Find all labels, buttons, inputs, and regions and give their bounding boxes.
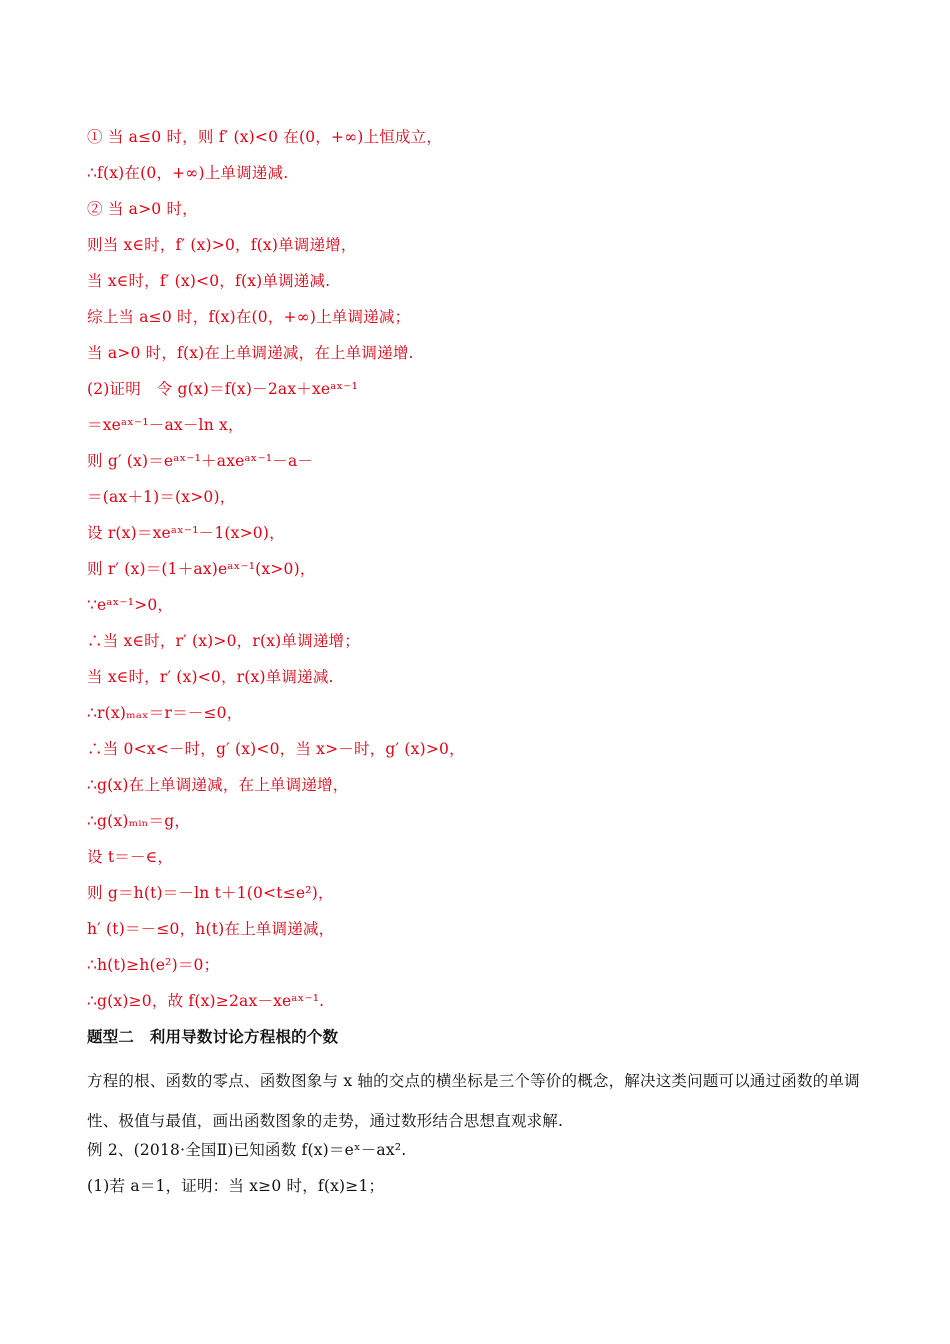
solution-line-3: ② 当 a>0 时， (87, 200, 198, 218)
solution-line-9: ＝xeᵃˣ⁻¹－ax－ln x， (87, 416, 244, 434)
solution-line-1: ① 当 a≤0 时，则 f′ (x)<0 在(0，+∞)上恒成立， (87, 128, 443, 146)
solution-line-14: ∵eᵃˣ⁻¹>0， (87, 596, 174, 614)
solution-line-24: ∴h(t)≥h(e²)＝0； (87, 956, 220, 974)
solution-line-13: 则 r′ (x)＝(1＋ax)eᵃˣ⁻¹(x>0)， (87, 560, 316, 578)
solution-line-12: 设 r(x)＝xeᵃˣ⁻¹－1(x>0)， (87, 524, 285, 542)
section-paragraph: 方程的根、函数的零点、函数图象与 x 轴的交点的横坐标是三个等价的概念，解决这类问题可以通过函数的单调性、极值与最值，画出函数图象的走势，通过数形结合思想直观求解. (87, 1072, 860, 1130)
solution-line-20: ∴g(x)ₘᵢₙ＝g， (87, 812, 191, 830)
example-part-1: (1)若 a＝1，证明：当 x≥0 时，f(x)≥1； (87, 1177, 385, 1195)
solution-line-18: ∴当 0<x<－时，g′ (x)<0，当 x>－时，g′ (x)>0， (87, 740, 465, 758)
solution-line-17: ∴r(x)ₘₐₓ＝r＝－≤0， (87, 704, 243, 722)
solution-line-11: ＝(ax＋1)＝(x>0)， (87, 488, 236, 506)
solution-line-19: ∴g(x)在上单调递减，在上单调递增， (87, 776, 349, 794)
solution-line-4: 则当 x∈时，f′ (x)>0，f(x)单调递增， (87, 236, 357, 254)
solution-line-22: 则 g＝h(t)＝－ln t＋1(0<t≤e²)， (87, 884, 334, 902)
solution-line-23: h′ (t)＝－≤0，h(t)在上单调递减， (87, 920, 335, 938)
solution-line-25: ∴g(x)≥0，故 f(x)≥2ax－xeᵃˣ⁻¹. (87, 992, 325, 1010)
solution-line-7: 当 a>0 时，f(x)在上单调递减，在上单调递增. (87, 344, 414, 362)
solution-line-2: ∴f(x)在(0，+∞)上单调递减. (87, 164, 289, 182)
solution-line-6: 综上当 a≤0 时，f(x)在(0，+∞)上单调递减； (87, 308, 411, 326)
solution-line-16: 当 x∈时，r′ (x)<0，r(x)单调递减. (87, 668, 334, 686)
solution-line-15: ∴当 x∈时，r′ (x)>0，r(x)单调递增； (87, 632, 360, 650)
solution-line-21: 设 t＝－∈， (87, 848, 174, 866)
solution-line-5: 当 x∈时，f′ (x)<0，f(x)单调递减. (87, 272, 331, 290)
solution-line-8: (2)证明 令 g(x)＝f(x)－2ax＋xeᵃˣ⁻¹ (87, 380, 359, 398)
solution-line-10: 则 g′ (x)＝eᵃˣ⁻¹＋axeᵃˣ⁻¹－a－ (87, 452, 314, 470)
example-line: 例 2、(2018·全国Ⅱ)已知函数 f(x)＝eˣ－ax². (87, 1141, 407, 1159)
section-heading: 题型二 利用导数讨论方程根的个数 (87, 1028, 339, 1046)
